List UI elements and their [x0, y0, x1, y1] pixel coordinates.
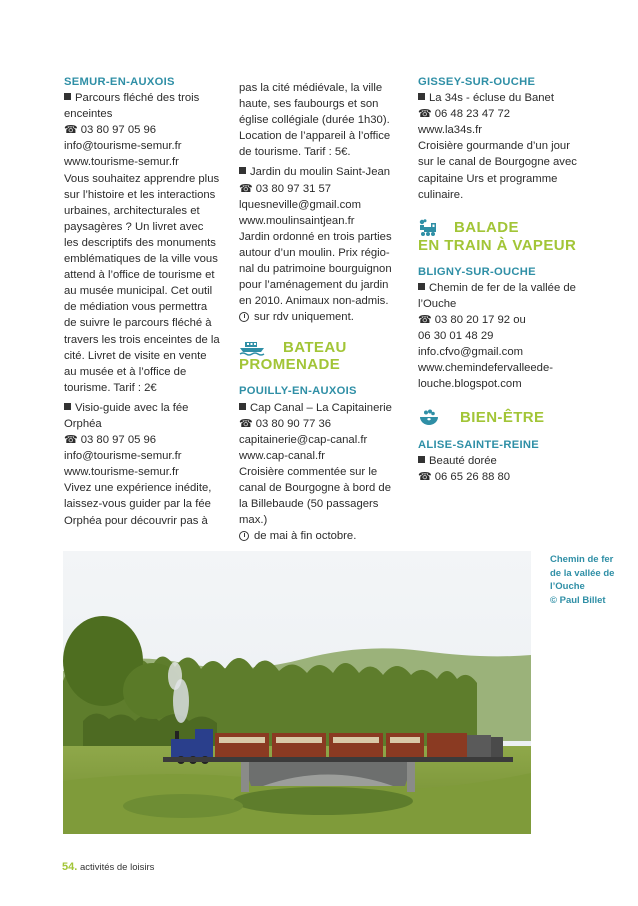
square-bullet-icon	[239, 403, 246, 410]
footer-label: activités de loisirs	[79, 862, 155, 873]
listing-title: Chemin de fer de la vallée de l’Ouche	[418, 281, 576, 310]
phone-icon: ☎	[418, 108, 432, 121]
phone-icon: ☎	[418, 314, 432, 327]
listing-website[interactable]: www.la34s.fr	[418, 124, 483, 137]
listing-phone: ☎ 03 80 97 05 96	[64, 434, 157, 447]
page-number: 54.	[62, 861, 78, 873]
listing-email[interactable]: info.cfvo@gmail.com	[418, 346, 524, 359]
town-heading: BLIGNY-SUR-OUCHE	[418, 265, 536, 278]
listing-phone: ☎ 06 65 26 88 80	[418, 470, 511, 483]
listing-title: Parcours fléché des trois enceintes	[64, 92, 200, 121]
listing-title: Beauté dorée	[418, 453, 578, 469]
section-title-bateau: BATEAU PROMENADE	[239, 339, 347, 374]
clock-icon	[239, 531, 249, 541]
page-footer	[62, 861, 154, 873]
section-title-train: BALADE EN TRAIN À VAPEUR	[418, 219, 577, 254]
listing-title: Jardin du moulin Saint-Jean	[239, 164, 399, 180]
town-heading: GISSEY-SUR-OUCHE	[418, 76, 536, 88]
listing-website[interactable]: www.chemindefervalleede-louche.blogspot.com	[418, 362, 553, 391]
square-bullet-icon	[418, 283, 425, 290]
listing-description: Vivez une expérience inédite, laissez-vous guider par la fée Orphéa pour découvrir pas à	[64, 482, 212, 527]
steam-train-photo	[63, 551, 531, 834]
listing-website[interactable]: www.cap-canal.fr	[239, 449, 326, 462]
listing-phone: ☎ 03 80 97 05 96	[64, 124, 157, 137]
listing-title: Visio-guide avec la fée Orphéa	[64, 401, 189, 430]
phone-icon: ☎	[64, 434, 78, 447]
listing-description: Vous souhaitez apprendre plus sur l’histoire et les interactions urbaines, architecturales et paysagères ? Un livret avec les descriptifs des monuments emblématiques de la ville vous attend à l’office de tourisme et au musée municipal. Cet outil de médiation vous permettra de suivre le parcours fléché à travers les trois enceintes de la cité. Livret de visite en vente au musée et à l’office de tourisme. Tarif : 2€	[64, 172, 220, 394]
listing-website[interactable]: www.tourisme-semur.fr	[64, 156, 179, 169]
listing-description: Croisière commentée sur le canal de Bourgogne à bord de la Billebaude (50 passagers max.)	[239, 465, 392, 527]
section-title-bien-etre: BIEN-ÊTRE	[418, 409, 578, 427]
listing-phone: ☎ 03 80 20 17 92 ou	[418, 314, 526, 327]
listing-description: Jardin ordonné en trois parties autour d’un moulin. Prix régio-nal du patrimoine bourguignon pour l’aménagement du jardin en 2010. Animaux non-admis.	[239, 230, 392, 308]
column-3	[418, 74, 578, 485]
spa-bowl-icon	[418, 409, 440, 427]
square-bullet-icon	[64, 93, 71, 100]
clock-icon	[239, 312, 249, 322]
listing-website[interactable]: www.moulinsaintjean.fr	[239, 214, 355, 227]
listing-hours: de mai à fin octobre.	[239, 528, 399, 544]
steam-train-icon	[418, 219, 438, 237]
listing-email[interactable]: info@tourisme-semur.fr	[64, 140, 182, 153]
square-bullet-icon	[418, 456, 425, 463]
listing-email[interactable]: capitainerie@cap-canal.fr	[239, 433, 368, 446]
listing-email[interactable]: lquesneville@gmail.com	[239, 198, 361, 211]
boat-icon	[239, 340, 265, 356]
listing-hours: sur rdv uniquement.	[239, 309, 399, 325]
listing-website[interactable]: www.tourisme-semur.fr	[64, 466, 179, 479]
square-bullet-icon	[64, 403, 71, 410]
listing-title: Cap Canal – La Capitainerie	[239, 400, 399, 416]
town-heading: SEMUR-EN-AUXOIS	[64, 76, 175, 88]
photo-illustration	[63, 551, 531, 834]
listing-email[interactable]: info@tourisme-semur.fr	[64, 450, 182, 463]
column-1	[64, 74, 220, 529]
listing-phone: ☎ 03 80 90 77 36	[239, 417, 332, 430]
phone-icon: ☎	[64, 124, 78, 137]
photo-caption: Chemin de fer de la vallée de l’Ouche © Paul Billet	[550, 554, 615, 606]
town-heading: POUILLY-EN-AUXOIS	[239, 385, 357, 398]
square-bullet-icon	[418, 93, 425, 100]
phone-icon: ☎	[239, 417, 253, 430]
square-bullet-icon	[239, 167, 246, 174]
column-2	[239, 80, 399, 544]
phone-icon: ☎	[418, 470, 432, 483]
listing-description: Croisière gourmande d’un jour sur le canal de Bourgogne avec capitaine Urs et programme culinaire.	[418, 140, 577, 201]
listing-title: La 34s - écluse du Banet	[418, 90, 578, 106]
listing-phone: ☎ 03 80 97 31 57	[239, 182, 332, 195]
listing-phone-2: 06 30 01 48 29	[418, 330, 494, 343]
town-heading: ALISE-SAINTE-REINE	[418, 438, 540, 451]
listing-description: pas la cité médiévale, la ville haute, ses faubourgs et son église collégiale (durée 1h30). Location de l’appareil à l’office de tourisme. Tarif : 5€.	[239, 82, 391, 159]
phone-icon: ☎	[239, 182, 253, 195]
listing-phone: ☎ 06 48 23 47 72	[418, 108, 511, 121]
